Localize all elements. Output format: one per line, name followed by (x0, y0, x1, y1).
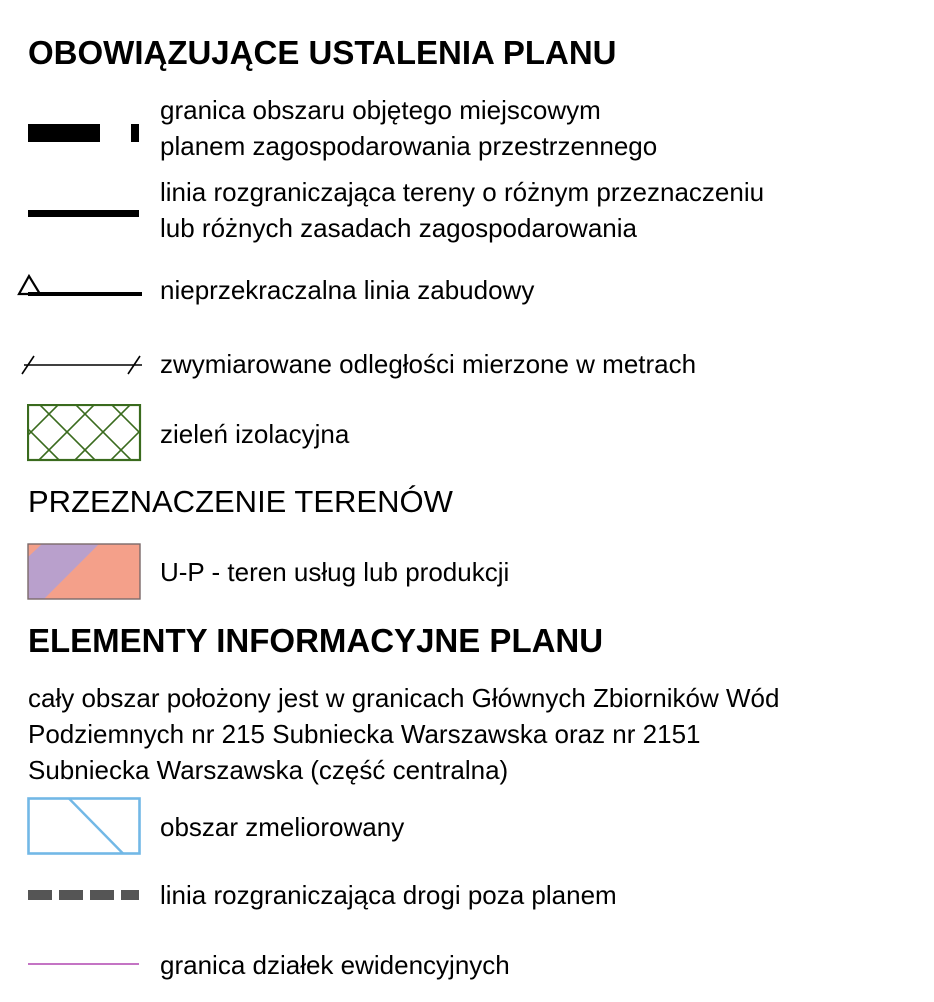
blue-box-diagonal-icon (27, 797, 143, 857)
crosshatch-green-icon (27, 404, 143, 462)
gray-dashed-line-icon (28, 887, 143, 903)
road-line-label: linia rozgraniczająca drogi poza planem (160, 880, 617, 910)
section-title-land-use: PRZEZNACZENIE TERENÓW (28, 484, 453, 519)
thick-dash-line-icon (28, 118, 143, 148)
legend-item-demarcation-line (160, 174, 764, 246)
groundwater-note-line1: cały obszar położony jest w granicach Głównych Zbiorników Wód (28, 683, 780, 713)
groundwater-note (28, 680, 779, 788)
thin-purple-line-icon (28, 960, 143, 968)
groundwater-note-line3: Subniecka Warszawska (część centralna) (28, 755, 509, 785)
section-title-informational: ELEMENTY INFORMACYJNE PLANU (28, 622, 604, 659)
parcel-boundary-label: granica działek ewidencyjnych (160, 950, 510, 980)
dimension-line-icon (18, 350, 144, 380)
plan-boundary-label-line1: granica obszaru objętego miejscowym (160, 95, 601, 125)
land-use-label: U-P - teren usług lub produkcji (160, 557, 510, 587)
drained-area-label: obszar zmeliorowany (160, 812, 405, 842)
section-title-obligatory: OBOWIĄZUJĄCE USTALENIA PLANU (28, 34, 617, 71)
triangle-line-icon (14, 272, 144, 304)
solid-line-icon (28, 205, 143, 225)
groundwater-note-line2: Podziemnych nr 215 Subniecka Warszawska oraz nr 2151 (28, 719, 701, 749)
demarcation-label-line2: lub różnych zasadach zagospodarowania (160, 213, 637, 243)
purple-salmon-swatch-icon (27, 543, 143, 601)
building-line-label: nieprzekraczalna linia zabudowy (160, 275, 535, 305)
demarcation-label-line1: linia rozgraniczająca tereny o różnym przeznaczeniu (160, 177, 765, 207)
dimension-label: zwymiarowane odległości mierzone w metrach (160, 349, 697, 379)
plan-boundary-label-line2: planem zagospodarowania przestrzennego (160, 131, 658, 161)
greenery-label: zieleń izolacyjna (160, 419, 350, 449)
legend-item-plan-boundary (160, 92, 657, 164)
